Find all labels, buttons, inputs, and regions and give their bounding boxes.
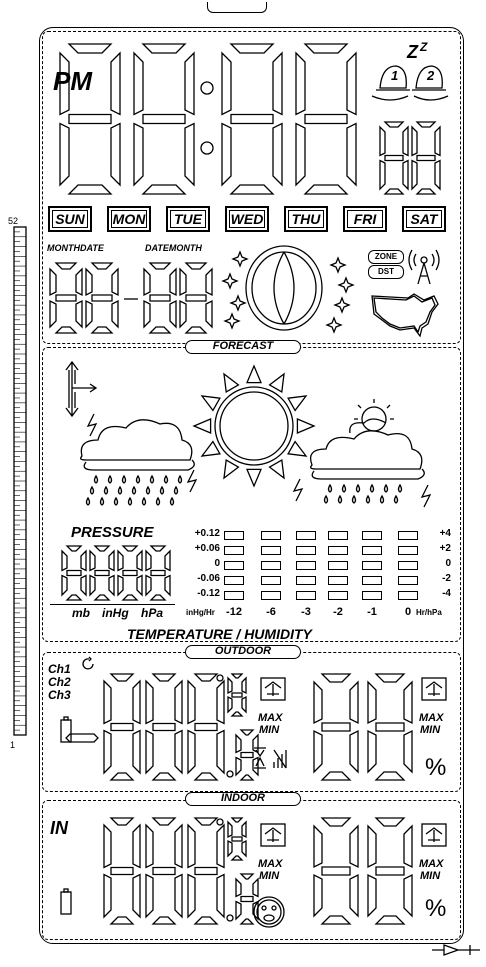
pressure-bar-segment [398,531,418,540]
indoor-percent: % [425,895,447,922]
channel-1-label: Ch1 [48,662,71,676]
unit-mb: mb [72,606,90,620]
star-icon [233,252,247,266]
pressure-bar-segment [328,591,348,600]
scale-ruler [10,227,30,737]
partly-cloudy-icon [290,395,440,515]
pressure-x-tick: -3 [301,606,311,618]
indoor-temp-digits [64,812,284,932]
star-icon [225,314,239,328]
forecast-banner: FORECAST [185,340,301,354]
weekday-sun [48,206,92,232]
indoor-min-left: MIN [259,870,280,882]
pressure-bar-segment [328,546,348,555]
outdoor-temp-record-icon [259,676,289,706]
pressure-right-row-label: -4 [442,588,451,599]
datemonth-label: DATEMONTH [145,243,202,253]
unit-hpa: hPa [141,606,164,620]
star-icon [327,318,341,332]
alarm-2-label: 2 [427,68,435,83]
outdoor-max-right: MAX [419,712,444,724]
alarm-1-label: 1 [391,68,399,83]
star-icon [231,296,245,310]
weekday-label: THU [288,210,324,228]
pressure-bar-segment [398,561,418,570]
pressure-underline [50,604,175,605]
pressure-bar-segment [328,561,348,570]
weekday-label: MON [112,211,146,227]
pressure-x-right-unit: Hr/hPa [416,608,442,617]
pressure-bar-segment [224,546,244,555]
pressure-bar-segment [362,591,382,600]
pressure-bar-segment [224,561,244,570]
comfort-face-icon [252,895,288,931]
outdoor-min-right: MIN [420,724,441,736]
pressure-bar-segment [398,591,418,600]
scale-top-label: 52 [8,216,19,226]
pressure-title: PRESSURE [71,524,154,541]
pressure-bar-segment [296,576,316,585]
pressure-bar-segment [224,531,244,540]
snooze-z-small: Z [420,40,428,54]
weekday-sat [402,206,446,232]
connector-arrow-icon [424,942,484,962]
pressure-x-tick: 0 [404,606,412,618]
rain-cloud-icon [72,400,212,510]
pressure-bar-segment [261,591,281,600]
indoor-max-left: MAX [258,858,283,870]
pressure-bar-segment [328,531,348,540]
indoor-humidity-record-icon [420,822,450,852]
zone-badge: ZONE [368,250,404,264]
weekday-label: SUN [52,210,88,228]
star-icon [223,274,237,288]
pressure-right-row-label: +4 [439,528,451,539]
pressure-bar-segment [261,561,281,570]
outdoor-percent: % [425,754,447,781]
top-tab [207,2,267,13]
weekday-label: SAT [406,210,442,228]
weekday-mon [107,206,151,232]
indoor-min-right: MIN [420,870,441,882]
weekday-thu [284,206,328,232]
weekday-label: TUE [170,210,206,228]
pressure-x-tick: -1 [367,606,377,618]
pressure-bar-segment [261,531,281,540]
scale-bottom-label: 1 [10,740,16,750]
pressure-x-left-unit: inHg/Hr [186,608,215,617]
pressure-bar-segment [224,591,244,600]
weekday-wed [225,206,269,232]
dst-badge: DST [368,265,404,279]
pressure-bar-segment [296,531,316,540]
pressure-bar-segment [398,546,418,555]
outdoor-temp-digits [64,664,284,784]
pressure-bar-segment [362,531,382,540]
pressure-bar-segment [296,546,316,555]
outdoor-max-left: MAX [258,712,283,724]
moon-phase-icon [220,245,350,335]
pressure-bar-segment [224,576,244,585]
pressure-bar-segment [328,576,348,585]
pressure-bar-segment [362,546,382,555]
outdoor-min-left: MIN [259,724,280,736]
outdoor-signal-icons [252,744,312,770]
pressure-x-tick: -6 [266,606,276,618]
channel-2-label: Ch2 [48,675,71,689]
pressure-right-row-label: -2 [442,573,451,584]
date-digits [46,257,216,337]
pressure-left-row-label: +0.12 [194,528,220,539]
pressure-right-row-label: +2 [439,543,451,554]
weekday-label: FRI [347,210,383,228]
pressure-bar-segment [362,576,382,585]
indoor-in-label: IN [50,818,68,838]
pressure-x-tick: -2 [333,606,343,618]
pressure-left-row-label: -0.12 [197,588,220,599]
signal-tower-icon [406,246,446,286]
pressure-bar-segment [362,561,382,570]
indoor-temp-record-icon [259,822,289,852]
alarm-bells-icon [370,60,450,110]
star-icon [335,298,349,312]
channel-3-label: Ch3 [48,688,71,702]
temp-humidity-title: TEMPERATURE / HUMIDITY [127,626,312,642]
pressure-left-row-label: +0.06 [194,543,220,554]
indoor-banner: INDOOR [185,792,301,806]
weekday-tue [166,206,210,232]
pressure-bar-segment [261,576,281,585]
usa-map-icon [368,290,448,340]
pressure-bar-segment [261,546,281,555]
seconds-digits [376,118,446,198]
pressure-right-row-label: 0 [445,558,451,569]
pressure-digits [58,542,178,604]
pressure-left-row-label: 0 [214,558,220,569]
indoor-max-right: MAX [419,858,444,870]
snooze-z-large: Z [407,42,418,62]
star-icon [331,258,345,272]
pressure-bar-segment [398,576,418,585]
weekday-label: WED [230,211,264,227]
pressure-bar-segment [296,591,316,600]
outdoor-humidity-record-icon [420,676,450,706]
monthdate-label: MONTHDATE [47,243,104,253]
weekday-fri [343,206,387,232]
pressure-bar-segment [296,561,316,570]
pm-indicator: PM [53,66,92,96]
pressure-x-tick: -12 [226,606,242,618]
unit-inhg: inHg [102,606,129,620]
pressure-left-row-label: -0.06 [197,573,220,584]
outdoor-banner: OUTDOOR [185,645,301,659]
